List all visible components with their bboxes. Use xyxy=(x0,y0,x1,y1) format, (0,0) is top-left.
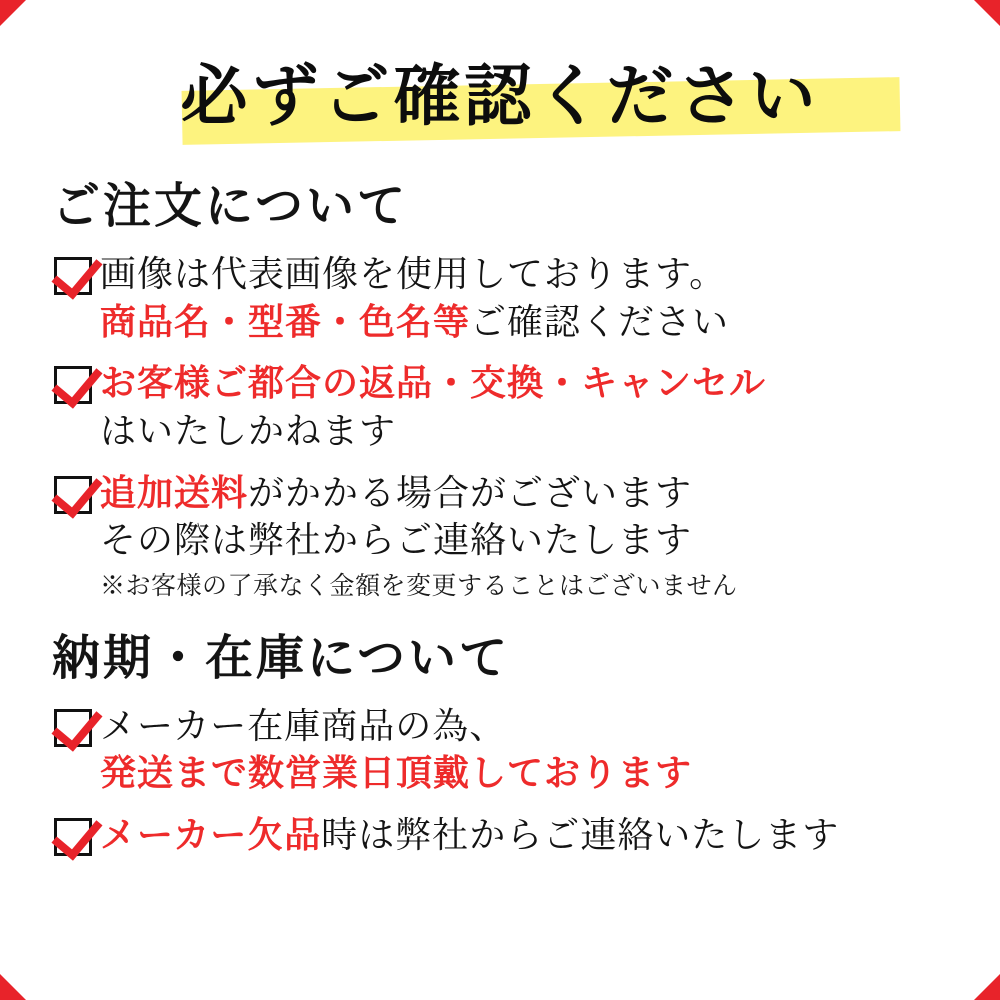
list-item xyxy=(54,812,956,860)
section-heading-delivery: 納期・在庫について xyxy=(52,629,511,686)
checkmark-icon xyxy=(54,709,92,747)
text-run: メーカー在庫商品の為、 xyxy=(100,705,507,747)
checkmark-icon xyxy=(54,476,92,514)
text-run: お客様ご都合の返品・交換・キャンセル xyxy=(100,362,767,405)
list-item-text xyxy=(100,360,766,455)
text-run: はいたしかねます xyxy=(100,410,397,452)
list-item xyxy=(54,703,956,798)
text-run: ご確認ください xyxy=(470,301,730,343)
list-item xyxy=(54,251,956,346)
checkmark-icon xyxy=(54,366,92,404)
banner xyxy=(44,50,956,146)
text-run: 画像は代表画像を使用しております。 xyxy=(100,254,727,296)
list-item-text xyxy=(100,812,839,860)
text-run: メーカー欠品 xyxy=(100,814,322,856)
page-title: 必ずご確認ください xyxy=(180,56,820,135)
section-heading-orders: ご注文について xyxy=(52,178,409,234)
text-run: 商品名・型番・色名等 xyxy=(100,300,471,343)
list-item xyxy=(54,470,956,602)
list-item-text xyxy=(100,251,729,346)
list-item xyxy=(54,360,956,455)
list-item-text xyxy=(100,470,738,602)
checkmark-icon xyxy=(54,257,92,295)
list-item-note: ※お客様の了承なく金額を変更することはございません xyxy=(100,570,738,600)
list-item-text xyxy=(100,703,692,798)
checkmark-icon xyxy=(54,818,92,856)
text-run: 追加送料 xyxy=(100,471,249,514)
text-run: 発送まで数営業日頂戴しております xyxy=(100,752,693,795)
text-run: その際は弊社からご連絡いたします xyxy=(100,520,693,562)
text-run: がかかる場合がございます xyxy=(248,472,693,514)
text-run: 時は弊社からご連絡いたします xyxy=(321,815,840,856)
